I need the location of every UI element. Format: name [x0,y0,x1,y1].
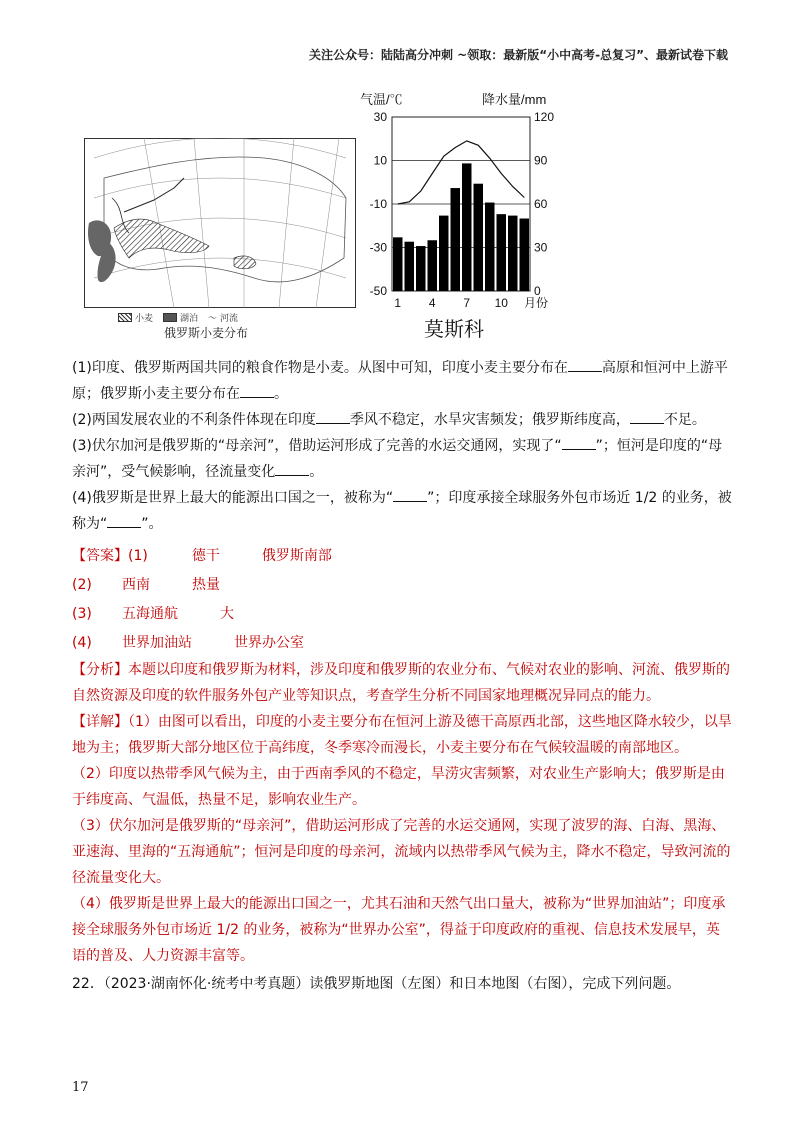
main-content [72,355,732,997]
climate-title: 莫斯科 [424,319,484,341]
precip-bar [439,216,449,291]
answer-row-2: (2) 西南 热量 [72,576,220,593]
map-caption: 俄罗斯小麦分布 [164,326,249,340]
temp-tick-label: 10 [373,153,387,168]
detail-4: （4）俄罗斯是世界上最大的能源出口国之一，尤其石油和天然气出口量大，被称为“世界加油站”；印度承接全球服务外包市场近 1/2 的业务，被称为“世界办公室”，得益于印度政府的重视、信息技术发展早，英语的普及、人力资源丰富等。 [72,896,726,964]
question-3: (3)伏尔加河是俄罗斯的“母亲河”，借助运河形成了完善的水运交通网，实现了“ ”；恒河是印度的“母亲河”，受气候影响，径流量变化 。 [72,433,732,485]
precip-tick-label: 120 [534,110,555,124]
detail-2: （2）印度以热带季风气候为主，由于西南季风的不稳定，旱涝灾害频繁，对农业生产影响大；俄罗斯是由于纬度高、气温低，热量不足，影响农业生产。 [72,766,725,808]
precip-bar [474,184,484,291]
temp-axis-label: 气温/℃ [360,92,403,107]
analysis: 【分析】本题以印度和俄罗斯为材料，涉及印度和俄罗斯的农业分布、气候对农业的影响、河流、俄罗斯的自然资源及印度的软件服务外包产业等知识点，考查学生分析不同国家地理概况异同点的能力。 [72,662,730,704]
temp-tick-label: -30 [369,240,387,255]
answer-row-1: 【答案】 (1) 德干 俄罗斯南部 [72,547,332,564]
precip-bar [520,219,530,292]
blank [240,383,274,398]
legend-wheat: 小麦 [118,311,153,324]
blank [275,461,309,476]
legend-lake: 湖泊 [163,311,198,324]
precip-axis-label: 降水量/mm [482,92,547,107]
temp-tick-label: -50 [369,284,387,298]
question-2: (2)两国发展农业的不利条件体现在印度 季风不稳定，水旱灾害频发；俄罗斯纬度高， 不足。 [72,407,732,433]
month-unit-label: 月份 [524,296,549,310]
plot-area [370,110,555,310]
blank [630,409,664,424]
month-tick-label: 10 [494,296,508,310]
precip-bar [462,163,472,291]
map-legend [118,311,238,324]
blank [568,357,602,372]
answer-row-3: (3) 五海通航 大 [72,605,234,622]
blank [562,435,596,450]
legend-river: 〜 河流 [208,311,238,324]
temperature-line [398,141,525,204]
blank [316,409,350,424]
precip-bar [485,203,495,291]
question-22: 22．（2023·湖南怀化·统考中考真题）读俄罗斯地图（左图）和日本地图（右图），完成下列问题。 [72,976,681,992]
lake-swatch-icon [163,313,177,322]
month-tick-label: 1 [394,296,402,310]
river-line-icon: 〜 [208,314,218,324]
precip-tick-label: 0 [534,284,541,298]
blank [393,487,427,502]
precip-tick-label: 30 [534,240,548,255]
russia-wheat-map [84,138,356,308]
precip-bar [428,240,438,291]
precip-bar [416,246,426,291]
temp-tick-label: -10 [369,197,387,211]
precip-bar [508,216,518,291]
answers [72,541,732,969]
page-number: 17 [72,1080,89,1095]
question-4: (4)俄罗斯是世界上最大的能源出口国之一，被称为“ ”；印度承接全球服务外包市场近 1/2 的业务，被称为“ ”。 [72,485,732,537]
precip-bar [405,242,415,291]
question-1: (1)印度、俄罗斯两国共同的粮食作物是小麦。从图中可知，印度小麦主要分布在 高原和恒河中上游平原；俄罗斯小麦主要分布在 。 [72,355,732,407]
precip-bar [451,188,461,291]
answer-row-4: (4) 世界加油站 世界办公室 [72,634,304,651]
figure [84,92,584,342]
wheat-swatch-icon [118,313,132,322]
detail-1: 【详解】（1）由图可以看出，印度的小麦主要分布在恒河上游及德干高原西北部，这些地区降水较少，以旱地为主；俄罗斯大部分地区位于高纬度，冬季寒冷而漫长，小麦主要分布在气候较温暖的南部地区。 [72,714,732,756]
precip-bar [393,237,403,291]
blank [107,513,141,528]
precip-bar [497,214,507,291]
detail-3: （3）伏尔加河是俄罗斯的“母亲河”，借助运河形成了完善的水运交通网，实现了波罗的海、白海、黑海、亚速海、里海的“五海通航”；恒河是印度的母亲河，流域内以热带季风气候为主，降水不稳定，导致河流的径流量变化大。 [72,818,731,886]
precip-tick-label: 60 [534,197,548,211]
month-tick-label: 7 [463,296,471,310]
moscow-climate-chart [352,92,584,342]
month-tick-label: 4 [428,296,436,310]
precip-tick-label: 90 [534,153,548,168]
temp-tick-label: 30 [373,110,387,124]
page-header: 关注公众号：陆陆高分冲刺 ~领取：最新版“小中高考-总复习”、最新试卷下载 [309,48,728,62]
